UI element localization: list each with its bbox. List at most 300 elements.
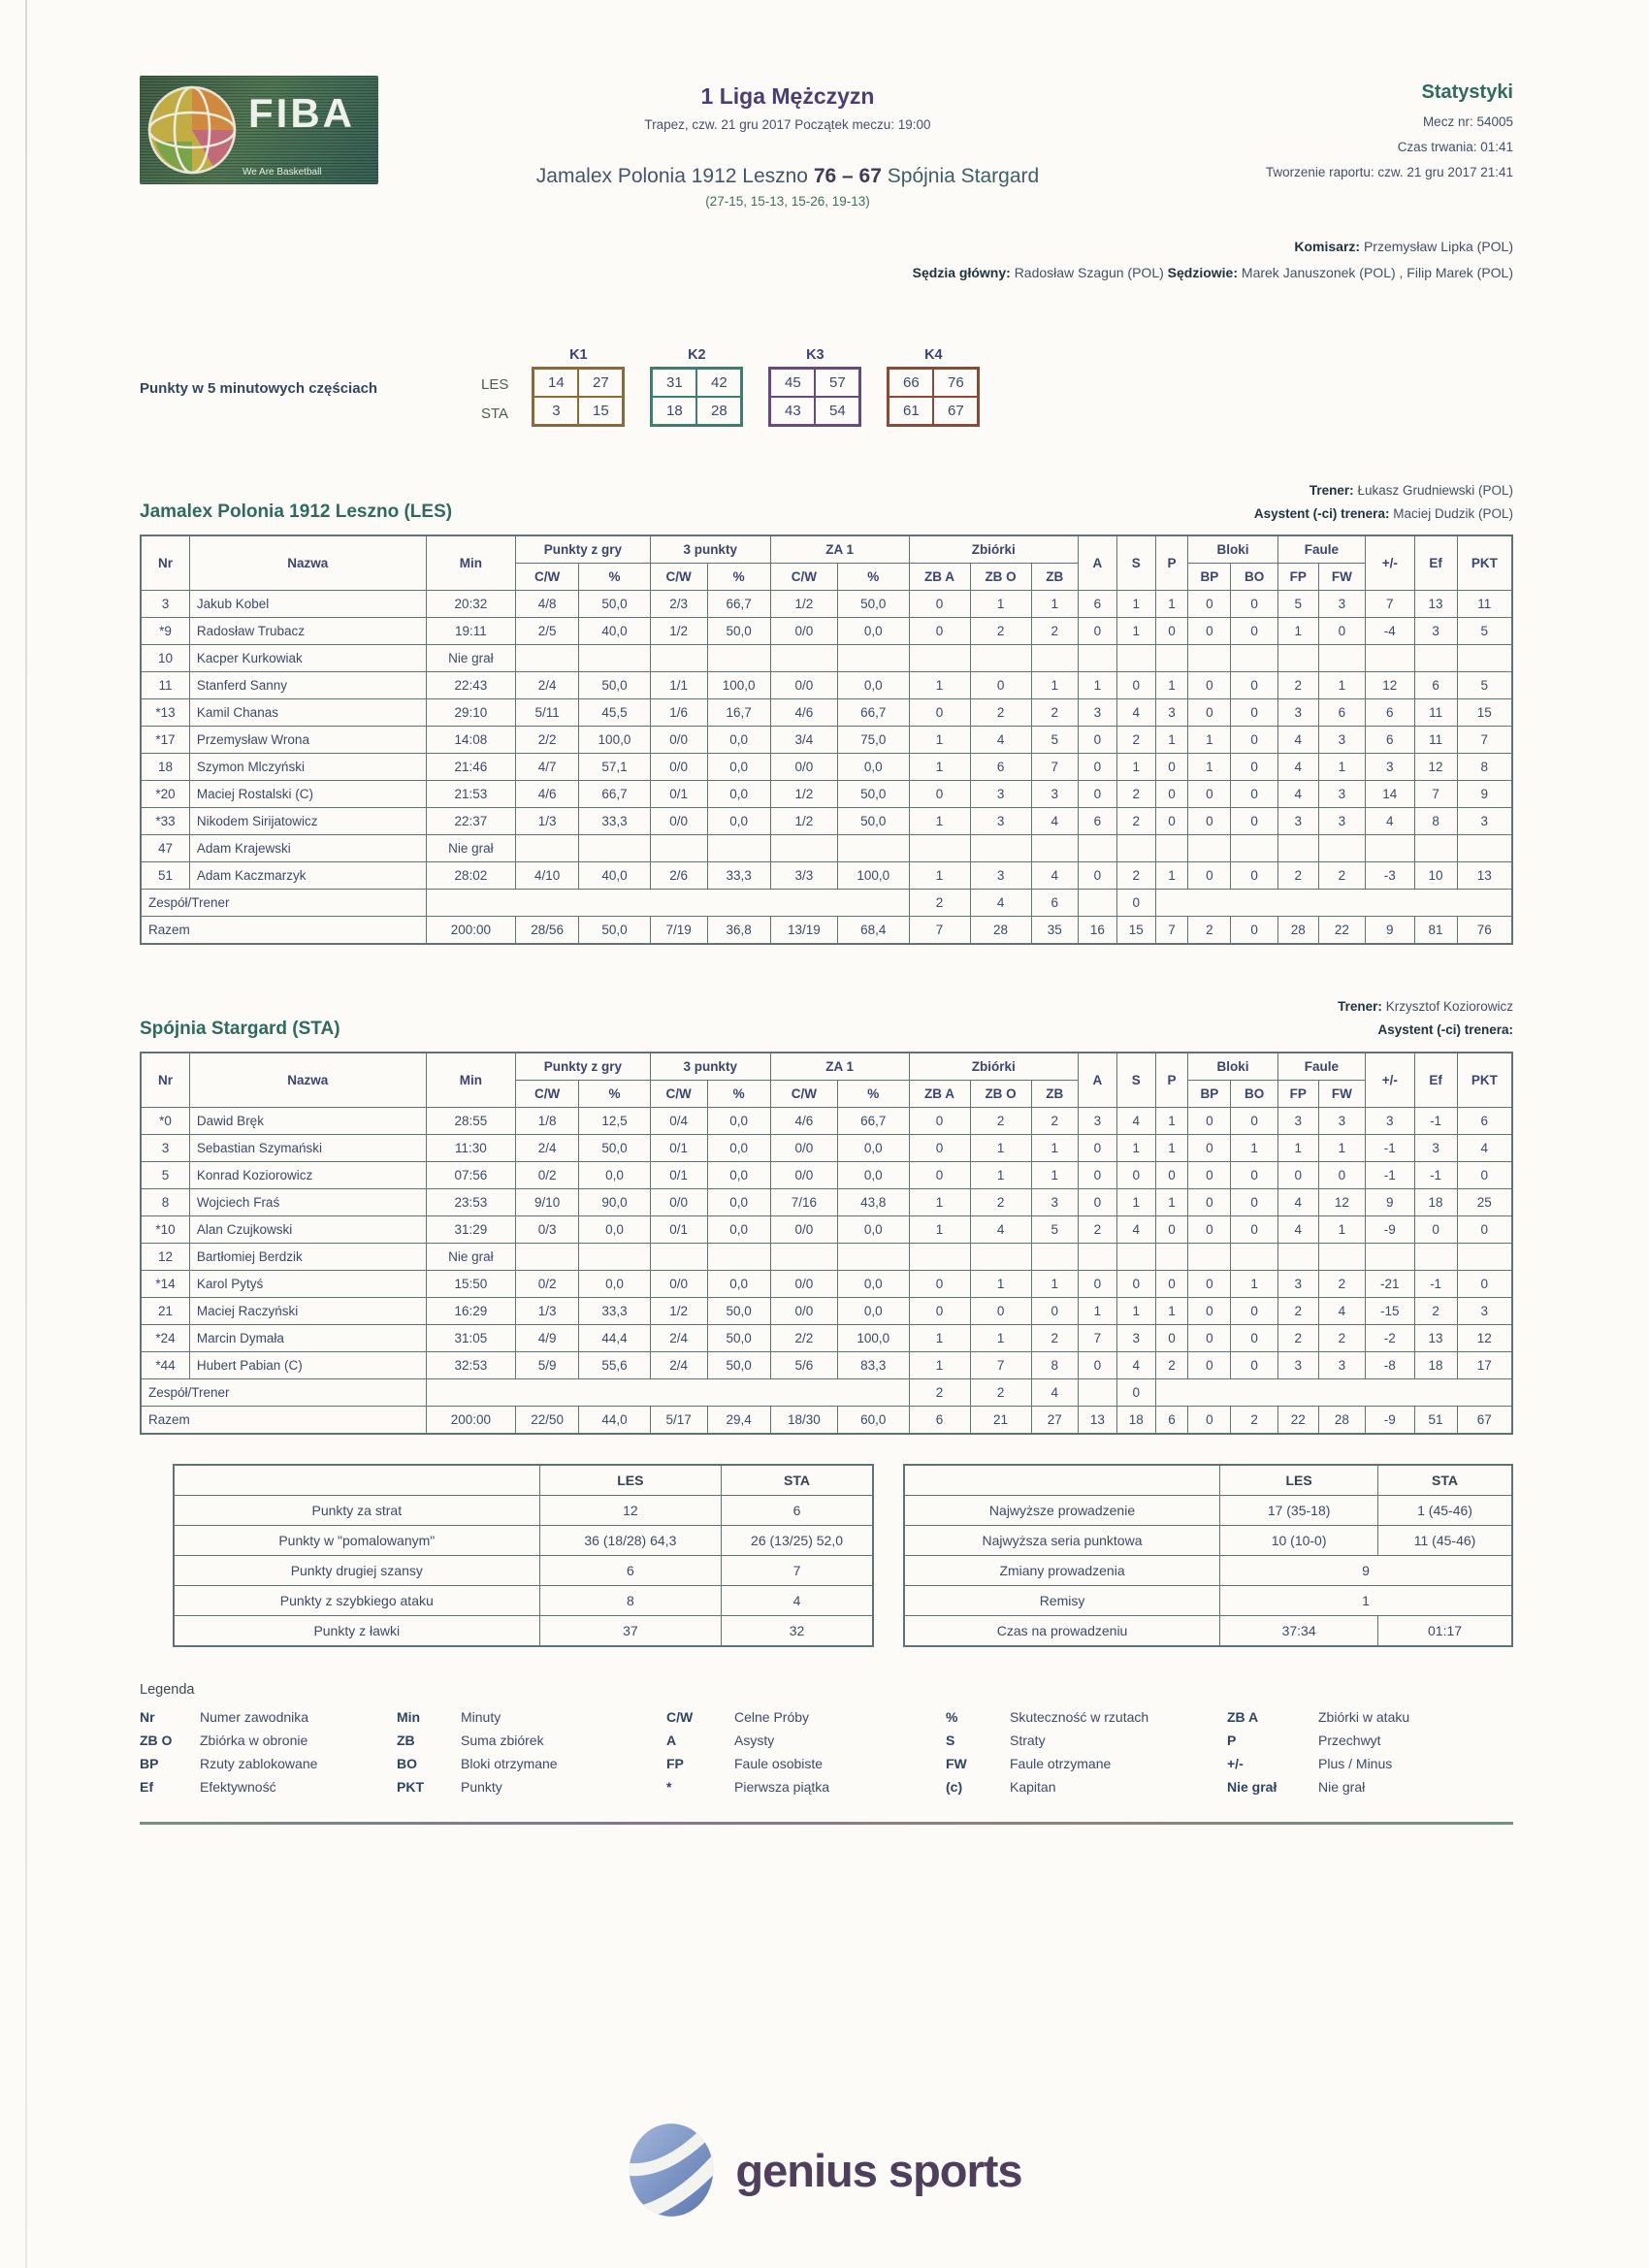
stat-cell: 1 xyxy=(1231,1134,1277,1161)
points-comparison-table xyxy=(173,1464,874,1647)
stat-cell: 2/2 xyxy=(770,1324,837,1351)
stat-cell: 0,0 xyxy=(707,1215,770,1243)
stat-cell: 6 xyxy=(1366,699,1414,727)
stat-cell: 5 xyxy=(141,1161,189,1188)
stat-cell: 4 xyxy=(1277,1215,1318,1243)
stat-cell: 12 xyxy=(141,1243,189,1270)
stat-cell: 1 xyxy=(1318,1134,1365,1161)
stat-cell: 0 xyxy=(1188,618,1231,645)
home-team-name: Jamalex Polonia 1912 Leszno xyxy=(535,165,808,187)
stat-cell: 15 xyxy=(1116,917,1155,945)
stat-cell: 0 xyxy=(909,781,970,808)
stat-cell: 1 xyxy=(1031,1161,1078,1188)
report-header xyxy=(140,76,1513,209)
stat-cell: 0 xyxy=(1155,808,1188,835)
stat-cell: -1 xyxy=(1414,1161,1457,1188)
stat-cell: 1 xyxy=(970,1270,1031,1297)
stat-cell xyxy=(1116,645,1155,672)
stat-cell: 1 (45-46) xyxy=(1378,1495,1512,1525)
stat-cell: 4 xyxy=(1366,808,1414,835)
stat-cell: 1 xyxy=(1155,727,1188,754)
stat-cell: 0 xyxy=(1116,1161,1155,1188)
stat-cell: 0/1 xyxy=(650,781,707,808)
stat-cell: *9 xyxy=(141,618,189,645)
stat-cell: 7 xyxy=(1078,1324,1116,1351)
stat-cell: 2 xyxy=(1277,672,1318,699)
stat-cell: 50,0 xyxy=(579,1134,651,1161)
fiba-globe-icon xyxy=(146,83,242,177)
stat-cell: 4 xyxy=(970,890,1031,917)
stat-cell: 66,7 xyxy=(838,699,910,727)
stat-cell: 5/6 xyxy=(770,1351,837,1378)
stat-cell: 8 xyxy=(1414,808,1457,835)
comparison-header-row xyxy=(174,1465,873,1496)
row-label: Punkty drugiej szansy xyxy=(174,1555,539,1585)
stat-cell: 2 xyxy=(970,1107,1031,1134)
column-header: % xyxy=(579,1080,651,1107)
stat-cell: 4 xyxy=(1277,754,1318,781)
stat-cell xyxy=(1078,890,1116,917)
row-label: Czas na prowadzeniu xyxy=(904,1615,1220,1646)
coach-line xyxy=(1338,995,1513,1019)
quarter-team-label: STA xyxy=(481,405,509,423)
legend-abbr: FP xyxy=(666,1755,684,1771)
coach-name: Łukasz Grudniewski (POL) xyxy=(1357,483,1513,499)
stat-cell: 1 xyxy=(1155,1188,1188,1215)
stat-cell: 13/19 xyxy=(770,917,837,945)
stat-cell xyxy=(650,1243,707,1270)
comparison-row xyxy=(174,1555,873,1585)
leads-comparison-table xyxy=(903,1464,1513,1647)
stat-cell: 100,0 xyxy=(838,862,910,890)
stat-cell xyxy=(1188,1243,1231,1270)
stat-cell: 40,0 xyxy=(579,618,651,645)
period-label: K3 xyxy=(806,347,824,364)
stat-cell: 0/0 xyxy=(770,1161,837,1188)
player-row xyxy=(141,781,1512,808)
stat-cell: 0 xyxy=(1231,1215,1277,1243)
stat-cell: 28 xyxy=(970,917,1031,945)
coach-label: Trener: xyxy=(1338,999,1382,1015)
stat-cell: -9 xyxy=(1366,1215,1414,1243)
stat-cell: 2 xyxy=(1318,1270,1365,1297)
stat-cell: 60,0 xyxy=(838,1406,910,1434)
stat-cell: 5 xyxy=(1457,618,1512,645)
stat-cell: 0 xyxy=(1078,1188,1116,1215)
stat-cell: 0 xyxy=(1188,672,1231,699)
stat-cell: 1 xyxy=(909,862,970,890)
legend-desc: Pierwsza piątka xyxy=(734,1778,830,1795)
stat-cell: 16 xyxy=(1078,917,1116,945)
stat-cell: 31:29 xyxy=(426,1215,515,1243)
stat-cell: 0/0 xyxy=(650,1188,707,1215)
stat-cell: 4 xyxy=(1031,1378,1078,1406)
stat-cell: 7/16 xyxy=(770,1188,837,1215)
column-header: C/W xyxy=(650,1080,707,1107)
stat-cell: 1 xyxy=(909,1351,970,1378)
stat-cell: 0 xyxy=(970,672,1031,699)
quarter-score-cell: 45 xyxy=(770,369,815,397)
stat-cell: 0 xyxy=(1116,1378,1155,1406)
team-2-header xyxy=(140,995,1513,1041)
stat-cell: 0 xyxy=(1188,1406,1231,1434)
stat-cell: 07:56 xyxy=(426,1161,515,1188)
stat-cell: 83,3 xyxy=(838,1351,910,1378)
column-header: A xyxy=(1078,535,1116,591)
stat-cell: 1 xyxy=(909,727,970,754)
legend-desc: Celne Próby xyxy=(734,1708,810,1725)
stat-cell: 11 xyxy=(1414,727,1457,754)
stat-cell: 0,0 xyxy=(579,1161,651,1188)
legend-abbr: * xyxy=(666,1778,672,1795)
assistant-label: Asystent (-ci) trenera: xyxy=(1377,1022,1513,1038)
stat-cell: 0 xyxy=(1231,672,1277,699)
stat-cell: 0 xyxy=(1078,754,1116,781)
stat-cell: 2 xyxy=(1231,1406,1277,1434)
column-header: ZA 1 xyxy=(770,1053,909,1081)
stat-cell: 2 xyxy=(909,1378,970,1406)
stat-cell: 0 xyxy=(1078,1270,1116,1297)
stat-cell: 28/56 xyxy=(516,917,579,945)
stat-cell: 33,3 xyxy=(579,1297,651,1324)
stat-cell: 0/1 xyxy=(650,1161,707,1188)
stat-cell: 1 xyxy=(970,1161,1031,1188)
stat-cell: 2 xyxy=(1031,1324,1078,1351)
column-header: Nazwa xyxy=(189,535,426,591)
stat-cell: 0 xyxy=(1116,672,1155,699)
stat-cell xyxy=(1155,835,1188,862)
stat-cell: 50,0 xyxy=(838,781,910,808)
column-header: Zbiórki xyxy=(909,535,1078,564)
row-label: Zespół/Trener xyxy=(141,890,426,917)
stat-cell: 50,0 xyxy=(707,1324,770,1351)
stat-cell: 1 xyxy=(1116,754,1155,781)
stat-cell xyxy=(970,1243,1031,1270)
quarter-team-labels xyxy=(481,371,508,429)
stat-cell: 1 xyxy=(1277,1134,1318,1161)
stat-cell: 3 xyxy=(970,781,1031,808)
stat-cell xyxy=(1277,835,1318,862)
stat-cell: 1/8 xyxy=(516,1107,579,1134)
column-header: ZB A xyxy=(909,564,970,591)
stat-cell: 0 xyxy=(1318,1161,1365,1188)
stat-cell: 6 xyxy=(1078,808,1116,835)
stat-cell: 3 xyxy=(1031,1188,1078,1215)
row-label: Zmiany prowadzenia xyxy=(904,1555,1220,1585)
stat-cell: 76 xyxy=(1457,917,1512,945)
player-name-cell: Sebastian Szymański xyxy=(189,1134,426,1161)
stat-cell: 13 xyxy=(1078,1406,1116,1434)
stat-cell: 3 xyxy=(1277,808,1318,835)
stat-cell: 0 xyxy=(1231,862,1277,890)
stat-cell xyxy=(579,1243,651,1270)
stat-cell: 2/4 xyxy=(516,1134,579,1161)
column-header: ZA 1 xyxy=(770,535,909,564)
commissioner-label: Komisarz: xyxy=(1294,239,1361,254)
stat-cell: 1 xyxy=(970,1134,1031,1161)
legend-abbr: C/W xyxy=(666,1708,694,1725)
totals-row xyxy=(141,917,1512,945)
stat-cell: 0 xyxy=(1078,727,1116,754)
stat-cell: 50,0 xyxy=(707,1297,770,1324)
stat-cell: 1/2 xyxy=(770,781,837,808)
fiba-tagline: We Are Basketball xyxy=(242,167,322,178)
stat-cell: 0,0 xyxy=(838,1297,910,1324)
stat-cell: 50,0 xyxy=(707,1351,770,1378)
quarter-score-cell: 57 xyxy=(815,369,859,397)
stat-cell: 28:02 xyxy=(426,862,515,890)
stat-cell: 1/2 xyxy=(650,1297,707,1324)
stat-cell: 4/7 xyxy=(516,754,579,781)
stat-cell: 0 xyxy=(1078,1134,1116,1161)
legend-abbr: (c) xyxy=(946,1778,963,1795)
team-bench-row xyxy=(141,890,1512,917)
stat-cell: 2 xyxy=(1414,1297,1457,1324)
stat-cell: 0 xyxy=(1155,1324,1188,1351)
stat-cell: 0 xyxy=(1155,618,1188,645)
stat-cell: 0 xyxy=(1116,1270,1155,1297)
stat-cell: 11 xyxy=(1457,591,1512,618)
player-name-cell: Nikodem Sirijatowicz xyxy=(189,808,426,835)
stat-cell: 0 xyxy=(1188,1297,1231,1324)
stat-cell: 14 xyxy=(1366,781,1414,808)
column-header: C/W xyxy=(650,564,707,591)
stat-cell xyxy=(1277,645,1318,672)
stat-cell: 1/2 xyxy=(770,591,837,618)
genius-sports-branding xyxy=(0,2121,1649,2219)
quarter-score-cell: 42 xyxy=(696,369,741,397)
stat-cell: 2 xyxy=(1277,1324,1318,1351)
stat-cell: 0,0 xyxy=(579,1270,651,1297)
stat-cell: 3 xyxy=(141,1134,189,1161)
stat-cell: 18 xyxy=(1414,1188,1457,1215)
stat-cell: 4/6 xyxy=(770,699,837,727)
report-meta xyxy=(1183,76,1513,179)
stat-cell: 100,0 xyxy=(579,727,651,754)
stat-cell: 6 xyxy=(909,1406,970,1434)
player-name-cell: Maciej Rostalski (C) xyxy=(189,781,426,808)
column-header: Faule xyxy=(1277,535,1365,564)
stat-cell xyxy=(516,1243,579,1270)
stat-cell: 1/6 xyxy=(650,699,707,727)
stat-cell: 0 xyxy=(1155,781,1188,808)
stat-cell: 1 xyxy=(1031,1134,1078,1161)
stat-cell: 2/6 xyxy=(650,862,707,890)
main-referee-name: Radosław Szagun (POL) xyxy=(1014,264,1164,280)
stat-cell: 1 xyxy=(1116,1188,1155,1215)
stat-cell: 10 xyxy=(1414,862,1457,890)
stat-cell: 0 xyxy=(1231,699,1277,727)
stat-cell: 0/1 xyxy=(650,1134,707,1161)
stat-cell: 1 xyxy=(1031,1270,1078,1297)
stat-cell xyxy=(1116,1243,1155,1270)
quarter-score-cell: 14 xyxy=(534,369,578,397)
stat-cell: 12 xyxy=(1414,754,1457,781)
stat-cell: 0 xyxy=(1188,591,1231,618)
legend-title: Legenda xyxy=(140,1681,195,1698)
stat-cell xyxy=(650,835,707,862)
stat-cell: 50,0 xyxy=(579,591,651,618)
stat-cell: 1 xyxy=(1318,1215,1365,1243)
stat-cell: 20:32 xyxy=(426,591,515,618)
stat-cell: 0 xyxy=(1231,1161,1277,1188)
column-header: FW xyxy=(1318,1080,1365,1107)
fiba-logo-text: FIBA xyxy=(248,90,355,136)
stat-cell: 4 xyxy=(1277,1188,1318,1215)
stat-cell: 17 xyxy=(1457,1351,1512,1378)
stat-cell: 1 xyxy=(909,1324,970,1351)
quarter-score-cell: 15 xyxy=(578,397,623,425)
legend-abbr: Nie grał xyxy=(1227,1778,1277,1795)
stat-cell xyxy=(1231,835,1277,862)
stat-cell: 40,0 xyxy=(579,862,651,890)
legend-desc: Numer zawodnika xyxy=(200,1708,309,1725)
stat-cell: 0/0 xyxy=(770,754,837,781)
stat-cell: 1 xyxy=(1155,591,1188,618)
stat-cell: 0/2 xyxy=(516,1270,579,1297)
comparison-row xyxy=(174,1495,873,1525)
stat-cell: 9/10 xyxy=(516,1188,579,1215)
row-label: Razem xyxy=(141,1406,426,1434)
row-label: Remisy xyxy=(904,1585,1220,1615)
stat-cell: 7/19 xyxy=(650,917,707,945)
stat-cell: 15:50 xyxy=(426,1270,515,1297)
legend-abbr: S xyxy=(946,1732,955,1748)
stat-cell: 1 xyxy=(1231,1270,1277,1297)
row-label: Razem xyxy=(141,917,426,945)
column-header: BP xyxy=(1188,564,1231,591)
stat-cell xyxy=(426,890,909,917)
player-row xyxy=(141,808,1512,835)
stat-cell: 0,0 xyxy=(838,1270,910,1297)
stat-cell: 0,0 xyxy=(707,1107,770,1134)
quarter-score-cell: 3 xyxy=(534,397,578,425)
stat-cell xyxy=(579,835,651,862)
player-name-cell: Dawid Bręk xyxy=(189,1107,426,1134)
stat-cell: 33,3 xyxy=(707,862,770,890)
stat-cell: 4 xyxy=(722,1585,873,1615)
stat-cell: 3 xyxy=(1031,781,1078,808)
stat-cell: 22:43 xyxy=(426,672,515,699)
stat-cell: 0 xyxy=(1457,1161,1512,1188)
stat-cell: 3 xyxy=(1457,1297,1512,1324)
stat-cell xyxy=(1231,645,1277,672)
stat-cell xyxy=(1457,835,1512,862)
comparison-row xyxy=(904,1585,1512,1615)
stat-cell: 9 xyxy=(1457,781,1512,808)
stat-cell xyxy=(770,645,837,672)
stat-cell: 6 xyxy=(1318,699,1365,727)
stat-cell: 3 xyxy=(1155,699,1188,727)
stat-cell: 3 xyxy=(1318,1351,1365,1378)
stat-cell: 0 xyxy=(909,1297,970,1324)
stat-cell: 0,0 xyxy=(838,618,910,645)
stat-cell xyxy=(1414,835,1457,862)
genius-sports-wordmark: genius sports xyxy=(735,2144,1022,2196)
period-label: K4 xyxy=(924,347,943,364)
stat-cell: 0 xyxy=(1078,618,1116,645)
stat-cell: 12,5 xyxy=(579,1107,651,1134)
stat-cell: 2 xyxy=(1318,1324,1365,1351)
stat-cell xyxy=(1318,1243,1365,1270)
player-name-cell: Konrad Koziorowicz xyxy=(189,1161,426,1188)
column-header: C/W xyxy=(516,1080,579,1107)
stat-cell xyxy=(1277,1243,1318,1270)
stat-cell: 2 xyxy=(970,1188,1031,1215)
column-header: Min xyxy=(426,1053,515,1108)
stat-cell: -1 xyxy=(1366,1134,1414,1161)
stat-cell: 2/2 xyxy=(516,727,579,754)
legend-desc: Straty xyxy=(1010,1732,1046,1748)
stat-cell: 0/0 xyxy=(770,1270,837,1297)
stat-cell: 2/4 xyxy=(516,672,579,699)
stat-cell: 2 xyxy=(909,890,970,917)
legend-desc: Zbiórki w ataku xyxy=(1318,1708,1410,1725)
comparison-row xyxy=(174,1585,873,1615)
stat-cell: 5 xyxy=(1031,727,1078,754)
player-name-cell: Karol Pytyś xyxy=(189,1270,426,1297)
match-duration: Czas trwania: 01:41 xyxy=(1397,140,1513,154)
stat-cell: 3 xyxy=(1457,808,1512,835)
referees-label: Sędziowie: xyxy=(1167,264,1239,280)
player-row xyxy=(141,1270,1512,1297)
stat-cell: -15 xyxy=(1366,1297,1414,1324)
row-label: Punkty z szybkiego ataku xyxy=(174,1585,539,1615)
stat-cell: 1 xyxy=(1155,1297,1188,1324)
column-header: P xyxy=(1155,1053,1188,1108)
player-name-cell: Alan Czujkowski xyxy=(189,1215,426,1243)
stat-cell: 5/11 xyxy=(516,699,579,727)
legend-abbr: PKT xyxy=(397,1778,424,1795)
legend-desc: Minuty xyxy=(461,1708,501,1725)
stat-cell: 3 xyxy=(1318,591,1365,618)
stat-cell: 25 xyxy=(1457,1188,1512,1215)
stat-cell: 67 xyxy=(1457,1406,1512,1434)
stat-cell: 3 xyxy=(1277,699,1318,727)
stat-cell: *13 xyxy=(141,699,189,727)
stat-cell: 5 xyxy=(1277,591,1318,618)
column-header: % xyxy=(838,1080,910,1107)
quarter-score-cell: 28 xyxy=(696,397,741,425)
stat-cell: 1/3 xyxy=(516,1297,579,1324)
stat-cell: 50,0 xyxy=(838,808,910,835)
stat-cell: 21:46 xyxy=(426,754,515,781)
column-header: C/W xyxy=(770,1080,837,1107)
stat-cell: 0 xyxy=(909,1134,970,1161)
match-header xyxy=(392,76,1183,209)
stat-cell: 5 xyxy=(1031,1215,1078,1243)
player-name-cell: Szymon Mlczyński xyxy=(189,754,426,781)
column-header: STA xyxy=(1378,1465,1512,1496)
referees-line xyxy=(140,260,1513,286)
stat-cell: 33,3 xyxy=(579,808,651,835)
row-label: Punkty w "pomalowanym" xyxy=(174,1525,539,1555)
stat-cell xyxy=(1457,1243,1512,1270)
stat-cell: 1 xyxy=(1155,862,1188,890)
stat-cell: 22 xyxy=(1277,1406,1318,1434)
stat-cell: 3 xyxy=(1318,727,1365,754)
stat-cell: 1 xyxy=(1188,754,1231,781)
stat-cell: 6 xyxy=(1457,1107,1512,1134)
stat-cell: 3 xyxy=(1366,1107,1414,1134)
stat-cell: 0 xyxy=(1231,754,1277,781)
totals-row xyxy=(141,1406,1512,1434)
stat-cell: 26 (13/25) 52,0 xyxy=(722,1525,873,1555)
legend-desc: Bloki otrzymane xyxy=(461,1755,558,1771)
comparison-row xyxy=(904,1555,1512,1585)
stat-cell: 1 xyxy=(909,754,970,781)
column-header: +/- xyxy=(1366,1053,1414,1108)
